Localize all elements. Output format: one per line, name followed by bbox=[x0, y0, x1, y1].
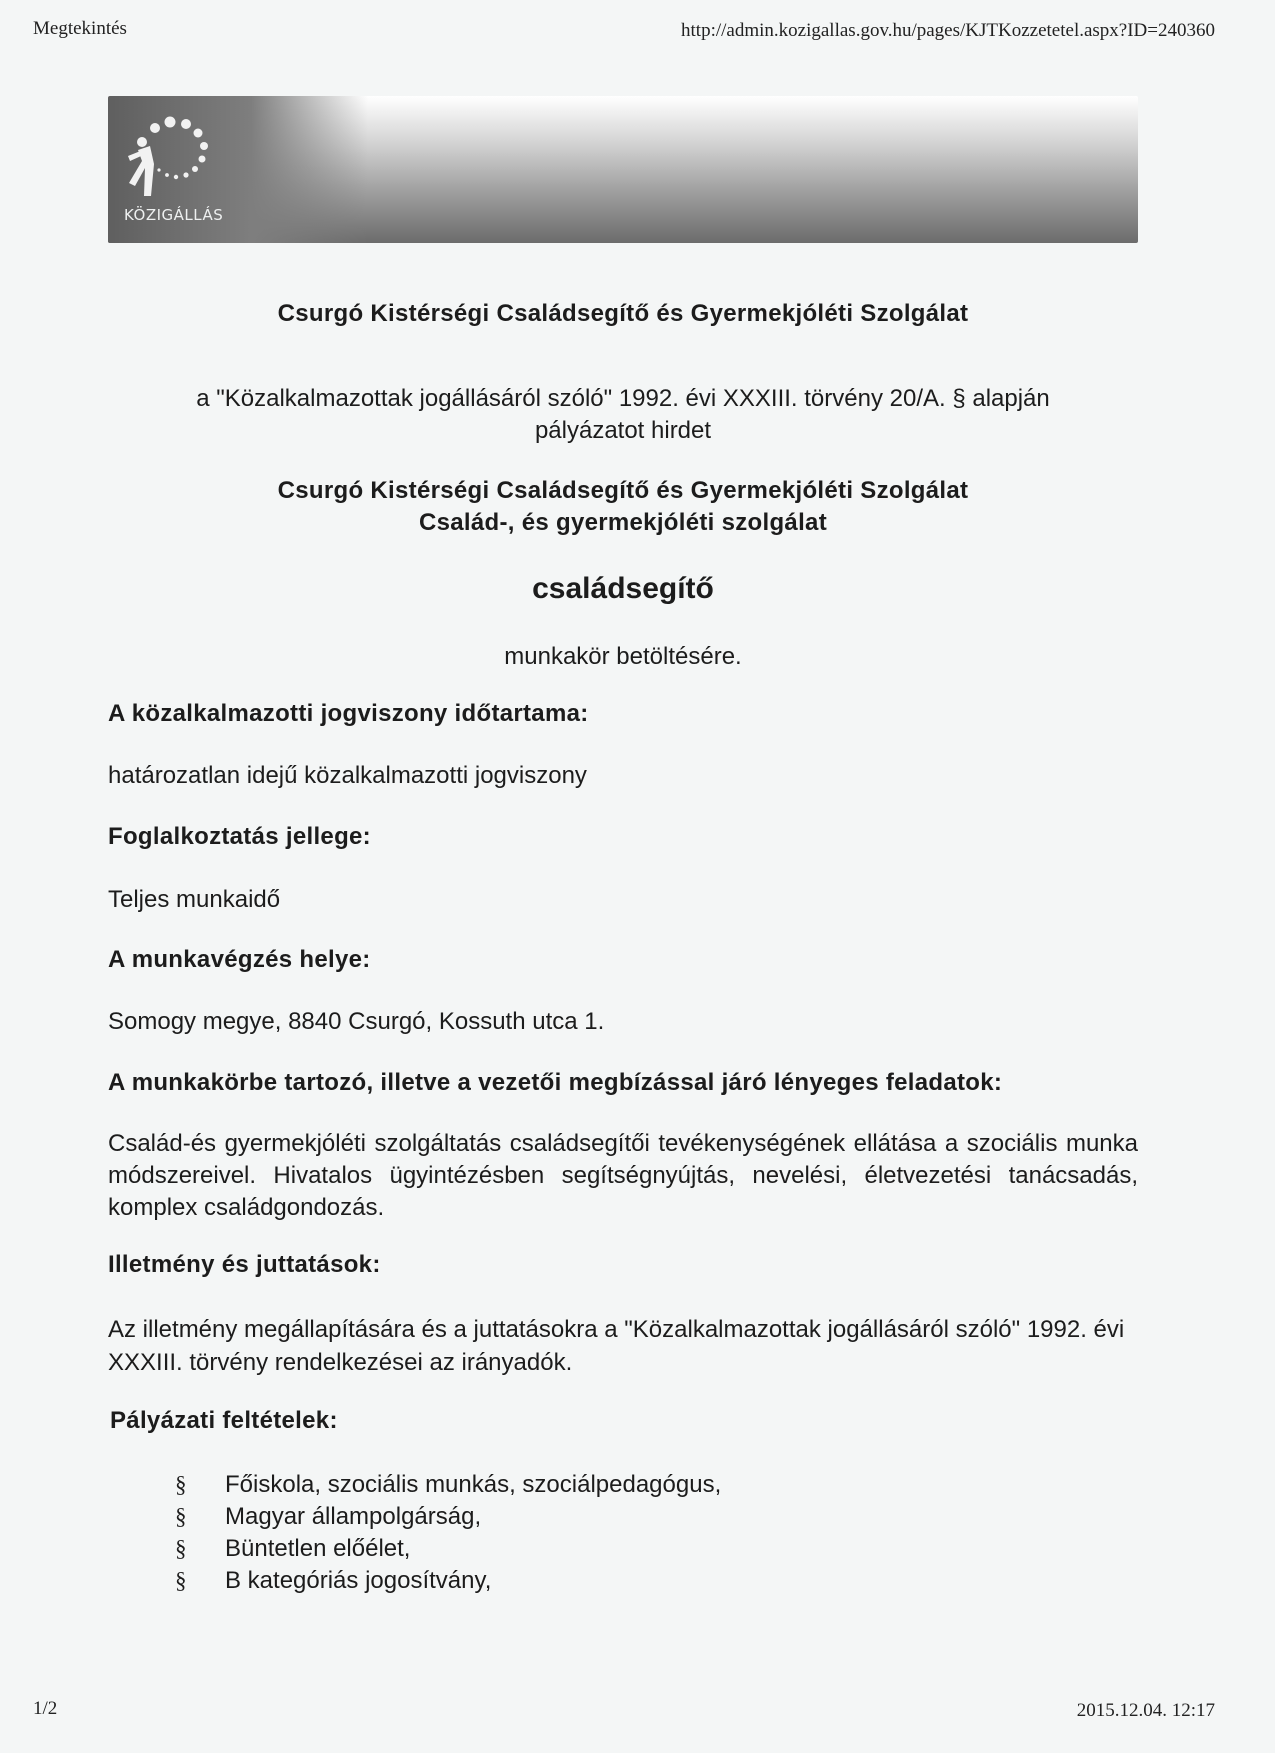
section-heading-workplace: A munkavégzés helye: bbox=[108, 946, 371, 973]
print-header-url: http://admin.kozigallas.gov.hu/pages/KJTKozzetetel.aspx?ID=240360 bbox=[681, 20, 1215, 41]
law-reference-line-1: a "Közalkalmazottak jogállásáról szóló" 1992. évi XXXIII. törvény 20/A. § alapján bbox=[196, 385, 1050, 412]
section-heading-duration: A közalkalmazotti jogviszony időtartama: bbox=[108, 700, 589, 727]
print-timestamp: 2015.12.04. 12:17 bbox=[1076, 1700, 1215, 1721]
requirements-list bbox=[175, 1469, 721, 1597]
section-text-duties: Család-és gyermekjóléti szolgáltatás családsegítői tevékenységének ellátása a szociális munka módszereivel. Hivatalos ügyintézésben segítségnyújtás, nevelési, életvezetési tanácsadás, komplex családgondozás. bbox=[108, 1130, 1138, 1221]
banner-logo-text: KÖZIGÁLLÁS bbox=[124, 206, 224, 224]
requirement-text: B kategóriás jogosítvány, bbox=[225, 1567, 492, 1594]
section-heading-salary: Illetmény és juttatások: bbox=[108, 1251, 381, 1278]
position-subtitle: munkakör betöltésére. bbox=[504, 643, 742, 670]
position-title: családsegítő bbox=[532, 572, 714, 605]
section-sign-bullet-icon: § bbox=[175, 1568, 187, 1593]
requirements-heading: Pályázati feltételek: bbox=[110, 1407, 338, 1434]
section-text-employment-type: Teljes munkaidő bbox=[108, 886, 281, 913]
list-item bbox=[175, 1533, 721, 1565]
list-item bbox=[175, 1565, 721, 1597]
section-heading-employment-type: Foglalkoztatás jellege: bbox=[108, 823, 371, 850]
section-text-salary: Az illetmény megállapítására és a juttatásokra a "Közalkalmazottak jogállásáról szóló" 1992. évi XXXIII. törvény rendelkezései az irányadók. bbox=[108, 1316, 1125, 1376]
print-header-label: Megtekintés bbox=[33, 18, 127, 39]
requirement-text: Főiskola, szociális munkás, szociálpedagógus, bbox=[225, 1471, 722, 1498]
law-reference bbox=[100, 383, 1146, 447]
organization-title: Csurgó Kistérségi Családsegítő és Gyermekjóléti Szolgálat bbox=[277, 300, 969, 327]
unit-line-2: Család-, és gyermekjóléti szolgálat bbox=[419, 509, 827, 536]
requirement-text: Büntetlen előélet, bbox=[225, 1535, 411, 1562]
list-item bbox=[175, 1469, 721, 1501]
banner-logo-area bbox=[108, 96, 368, 243]
unit-block bbox=[100, 475, 1146, 539]
unit-line-1: Csurgó Kistérségi Családsegítő és Gyermekjóléti Szolgálat bbox=[277, 477, 969, 504]
section-text-duration: határozatlan idejű közalkalmazotti jogviszony bbox=[108, 762, 587, 789]
page-number: 1/2 bbox=[33, 1698, 58, 1719]
section-heading-duties: A munkakörbe tartozó, illetve a vezetői megbízással járó lényeges feladatok: bbox=[108, 1069, 1003, 1096]
kozigallas-figure-dots-logo-icon bbox=[120, 106, 230, 206]
section-text-workplace: Somogy megye, 8840 Csurgó, Kossuth utca 1. bbox=[108, 1008, 605, 1035]
section-sign-bullet-icon: § bbox=[175, 1536, 187, 1561]
section-sign-bullet-icon: § bbox=[175, 1504, 187, 1529]
list-item bbox=[175, 1501, 721, 1533]
section-sign-bullet-icon: § bbox=[175, 1472, 187, 1497]
kozigallas-banner bbox=[108, 96, 1138, 243]
law-reference-line-2: pályázatot hirdet bbox=[534, 417, 712, 444]
requirement-text: Magyar állampolgárság, bbox=[225, 1503, 482, 1530]
